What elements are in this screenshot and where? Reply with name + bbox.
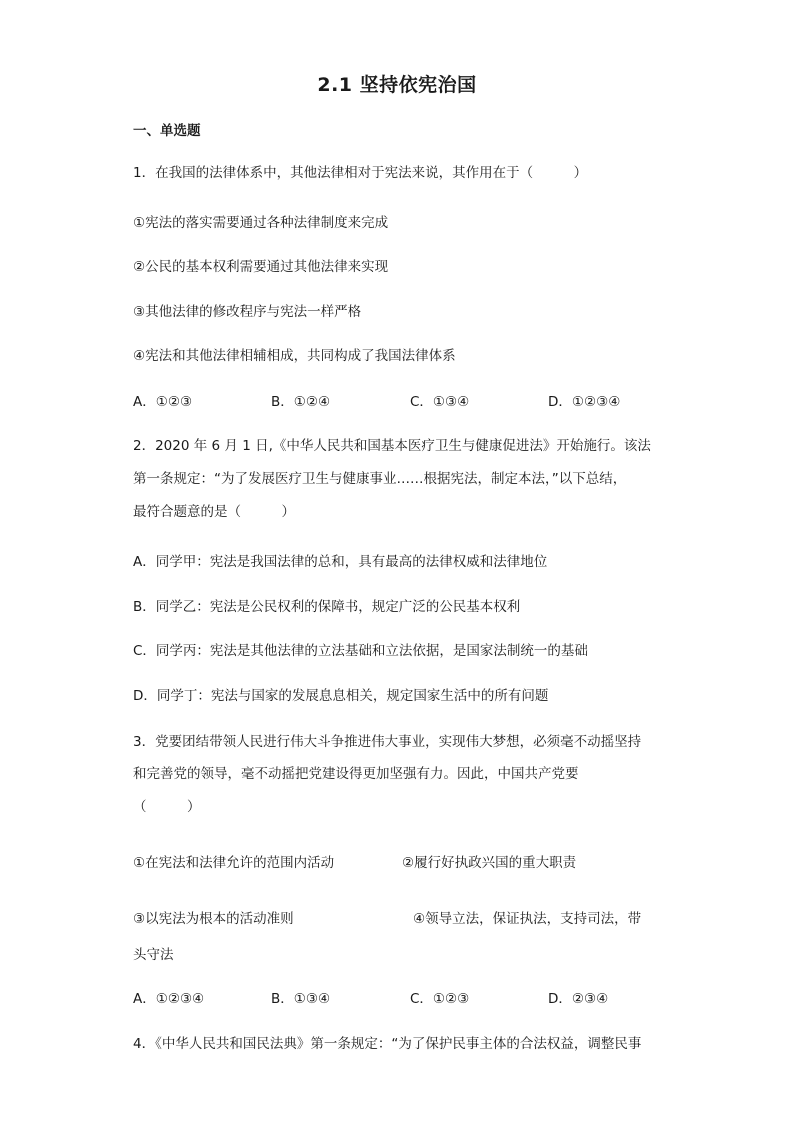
question-3-item-4: ④领导立法，保证执法，支持司法，带: [413, 911, 642, 927]
question-1-option-a: A．①②③: [133, 394, 193, 410]
question-1-item-2: ②公民的基本权利需要通过其他法律来实现: [133, 259, 389, 275]
question-1-item-3: ③其他法律的修改程序与宪法一样严格: [133, 304, 362, 320]
question-3-option-c: C．①②③: [410, 991, 470, 1007]
question-1-item-1: ①宪法的落实需要通过各种法律制度来完成: [133, 215, 389, 231]
question-4-stem-line-1: 4．《中华人民共和国民法典》第一条规定：“为了保护民事主体的合法权益，调整民事: [133, 1036, 642, 1052]
question-3-option-d: D．②③④: [548, 991, 609, 1007]
question-3-option-a: A．①②③④: [133, 991, 205, 1007]
question-3-item-1: ①在宪法和法律允许的范围内活动: [133, 855, 335, 871]
question-2-option-d: D．同学丁：宪法与国家的发展息息相关，规定国家生活中的所有问题: [133, 688, 549, 704]
question-2-stem-line-1: 2．2020 年 6 月 1 日,《中华人民共和国基本医疗卫生与健康促进法》开始施行。该法: [133, 438, 651, 454]
document-title: 2.1 坚持依宪治国: [317, 74, 477, 96]
question-3-item-2: ②履行好执政兴国的重大职责: [402, 855, 577, 871]
question-1-option-c: C．①③④: [410, 394, 470, 410]
question-2-option-b: B．同学乙：宪法是公民权利的保障书，规定广泛的公民基本权利: [133, 599, 521, 615]
question-1-option-b: B．①②④: [271, 394, 331, 410]
question-3-option-b: B．①③④: [271, 991, 331, 1007]
question-1-option-d: D．①②③④: [548, 394, 621, 410]
question-3-stem-line-1: 3．党要团结带领人民进行伟大斗争推进伟大事业，实现伟大梦想，必须毫不动摇坚持: [133, 734, 642, 750]
question-1-item-4: ④宪法和其他法律相辅相成，共同构成了我国法律体系: [133, 348, 456, 364]
question-3-stem-line-3: （ ）: [133, 799, 201, 815]
question-3-item-3: ③以宪法为根本的活动准则: [133, 911, 294, 927]
question-2-option-c: C．同学丙：宪法是其他法律的立法基础和立法依据，是国家法制统一的基础: [133, 643, 588, 659]
question-3-item-4-continued: 头守法: [133, 947, 174, 963]
question-2-stem-line-2: 第一条规定：“为了发展医疗卫生与健康事业……根据宪法，制定本法，”以下总结，: [133, 471, 627, 487]
question-2-option-a: A．同学甲：宪法是我国法律的总和，具有最高的法律权威和法律地位: [133, 554, 548, 570]
question-2-stem-line-3: 最符合题意的是（ ）: [133, 504, 295, 520]
question-1-stem: 1．在我国的法律体系中，其他法律相对于宪法来说，其作用在于（ ）: [133, 165, 588, 181]
question-3-stem-line-2: 和完善党的领导，毫不动摇把党建设得更加坚强有力。因此，中国共产党要: [133, 766, 579, 782]
section-heading: 一、单选题: [133, 123, 201, 139]
